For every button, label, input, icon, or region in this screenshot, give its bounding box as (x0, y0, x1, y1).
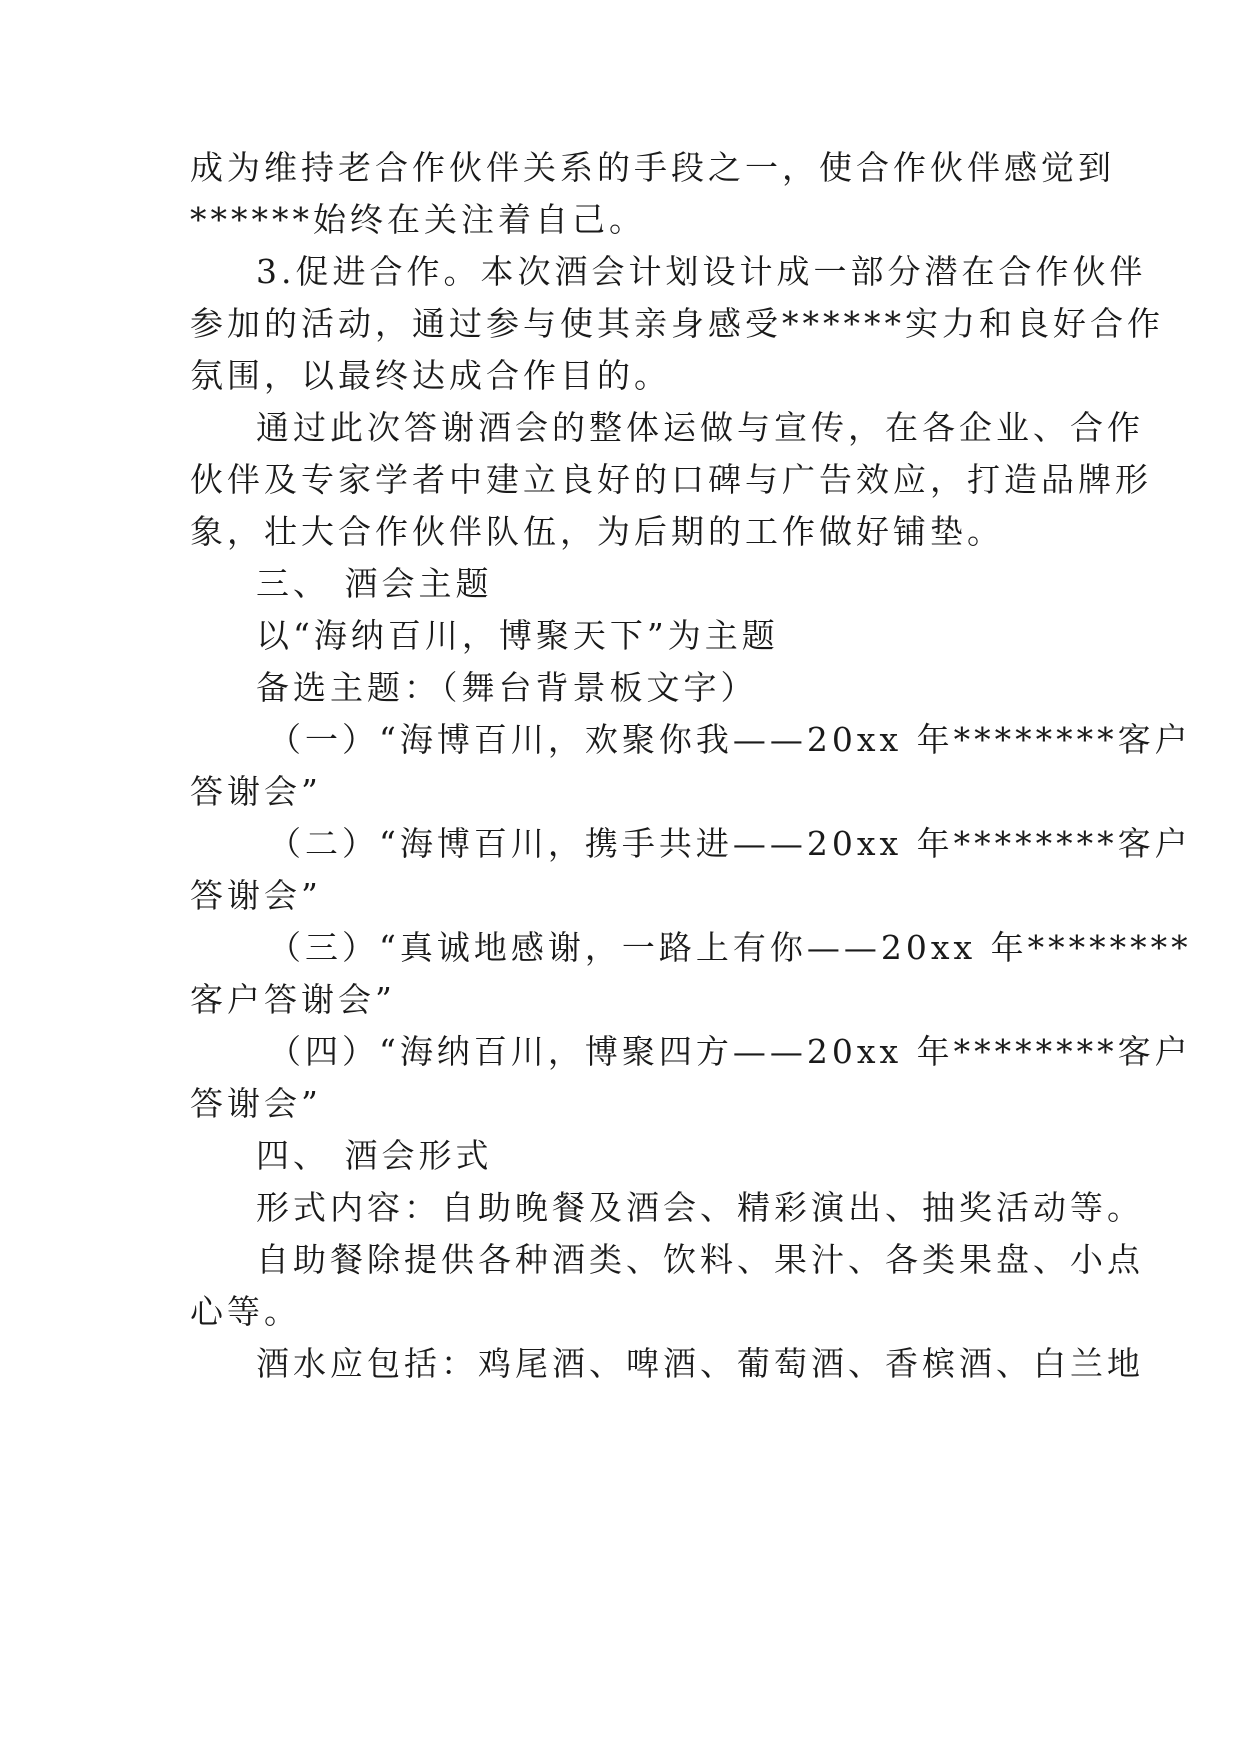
text-line-21: 形式内容：自助晚餐及酒会、精彩演出、抽奖活动等。 (256, 1188, 1144, 1227)
text-line-17: 客户答谢会” (190, 980, 396, 1019)
text-line-19: 答谢会” (190, 1084, 322, 1123)
text-line-1: 成为维持老合作伙伴关系的手段之一，使合作伙伴感觉到 (190, 148, 1115, 187)
theme-option-1: （一）“海博百川，欢聚你我——20xx 年********客户 (268, 720, 1192, 759)
theme-option-4: （四）“海纳百川，博聚四方——20xx 年********客户 (268, 1032, 1192, 1071)
text-line-4: 参加的活动，通过参与使其亲身感受******实力和良好合作 (190, 304, 1164, 343)
text-line-10: 以“海纳百川，博聚天下”为主题 (256, 616, 779, 655)
theme-option-2: （二）“海博百川，携手共进——20xx 年********客户 (268, 824, 1192, 863)
text-line-7: 伙伴及专家学者中建立良好的口碑与广告效应，打造品牌形 (190, 460, 1152, 499)
text-line-8: 象，壮大合作伙伴队伍，为后期的工作做好铺垫。 (190, 512, 1004, 551)
text-line-6: 通过此次答谢酒会的整体运做与宣传，在各企业、合作 (256, 408, 1144, 447)
text-line-5: 氛围，以最终达成合作目的。 (190, 356, 671, 395)
text-line-13: 答谢会” (190, 772, 322, 811)
text-line-3: 3.促进合作。本次酒会计划设计成一部分潜在合作伙伴 (256, 252, 1147, 291)
text-line-2: ******始终在关注着自己。 (190, 200, 646, 239)
theme-option-3: （三）“真诚地感谢，一路上有你——20xx 年******** (268, 928, 1192, 967)
section-heading-4: 四、 酒会形式 (256, 1136, 493, 1175)
text-line-23: 心等。 (190, 1292, 301, 1331)
text-line-22: 自助餐除提供各种酒类、饮料、果汁、各类果盘、小点 (256, 1240, 1144, 1279)
text-line-15: 答谢会” (190, 876, 322, 915)
section-heading-3: 三、 酒会主题 (256, 564, 493, 603)
text-line-24: 酒水应包括：鸡尾酒、啤酒、葡萄酒、香槟酒、白兰地 (256, 1344, 1144, 1383)
text-line-11: 备选主题：（舞台背景板文字） (256, 668, 758, 707)
